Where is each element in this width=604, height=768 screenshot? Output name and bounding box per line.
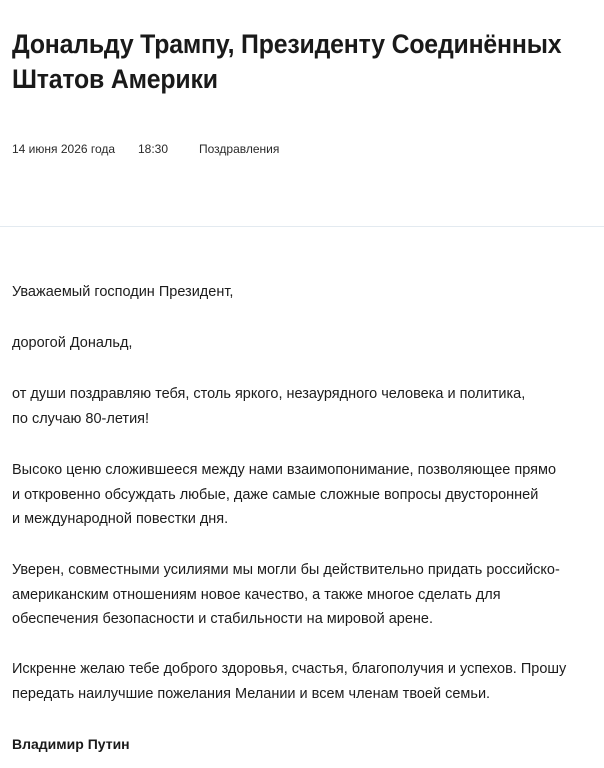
publication-date: 14 июня 2026 года [12, 142, 116, 156]
signature: Владимир Путин [12, 736, 130, 752]
paragraph-line: по случаю 80-летия! [12, 410, 150, 427]
header-divider [0, 226, 604, 227]
paragraph-line: американским отношениям новое качество, а также многое сделать для [12, 586, 501, 603]
paragraph-line: Уважаемый господин Президент, [12, 284, 234, 300]
paragraph-wishes [12, 657, 597, 706]
paragraph-line: дорогой Дональд, [12, 335, 133, 351]
publication-time: 18:30 [138, 142, 169, 156]
paragraph-relations [12, 558, 597, 632]
paragraph-salutation [12, 280, 597, 305]
category-link[interactable]: Поздравления [199, 142, 280, 156]
paragraph-line: от души поздравляю тебя, столь яркого, незаурядного человека и политика, [12, 386, 526, 402]
paragraph-line: обеспечения безопасности и стабильности на мировой арене. [12, 611, 434, 627]
paragraph-line: и откровенно обсуждать любые, даже самые сложные вопросы двусторонней [12, 486, 539, 503]
article-title: Дональду Трампу, Президенту Соединённых Штатов Америки [12, 29, 562, 94]
paragraph-congratulation [12, 382, 597, 431]
paragraph-line: Высоко ценю сложившееся между нами взаимопонимание, позволяющее прямо [12, 462, 557, 478]
paragraph-line: и международной повестки дня. [12, 511, 229, 527]
paragraph-line: Уверен, совместными усилиями мы могли бы действительно придать российско- [12, 562, 560, 578]
paragraph-address [12, 331, 597, 356]
paragraph-line: Искренне желаю тебе доброго здоровья, счастья, благополучия и успехов. Прошу [12, 661, 567, 677]
paragraph-understanding [12, 458, 597, 532]
paragraph-line: передать наилучшие пожелания Мелании и всем членам твоей семьи. [12, 685, 491, 702]
